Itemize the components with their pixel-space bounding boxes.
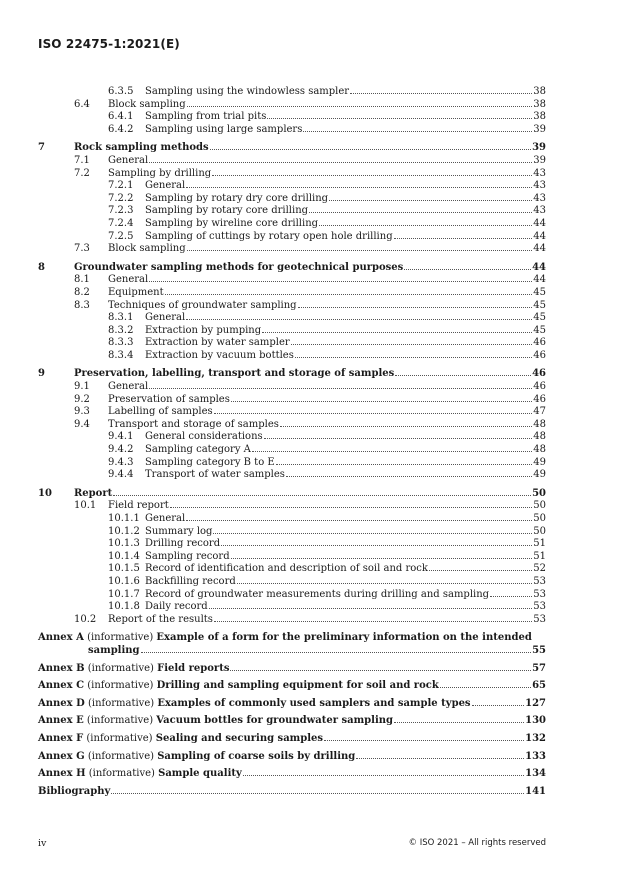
toc-entry-page: 53 <box>533 601 546 613</box>
annex-title: Sealing and securing samples <box>155 732 324 744</box>
annex-informative: (informative) <box>87 662 154 674</box>
toc-entry-page: 51 <box>533 538 546 550</box>
leader-dots <box>329 200 532 201</box>
toc-entry[interactable] <box>0 576 620 589</box>
toc-entry[interactable] <box>0 111 620 124</box>
toc-entry[interactable] <box>0 406 620 419</box>
toc-entry-page: 53 <box>533 588 546 600</box>
toc-entry-title: Sampling category B to E <box>145 456 275 468</box>
toc-entry-page: 50 <box>532 487 546 499</box>
toc-entry-page: 44 <box>532 261 546 273</box>
toc-entry[interactable] <box>0 526 620 539</box>
annex-title: Drilling and sampling equipment for soil and rock <box>156 680 439 692</box>
toc-entry-title: Field report <box>108 500 169 512</box>
toc-entry-number: 10.1.2 <box>108 525 140 537</box>
toc-entry[interactable] <box>0 243 620 256</box>
toc-entry[interactable] <box>0 99 620 112</box>
toc-entry-page: 48 <box>533 431 546 443</box>
toc-entry-title: Sampling record <box>145 550 230 562</box>
toc-entry-page: 50 <box>533 525 546 537</box>
leader-dots <box>298 307 533 308</box>
toc-entry-page: 50 <box>533 500 546 512</box>
toc-entry-title: Extraction by water sampler <box>145 337 290 349</box>
leader-dots <box>187 250 533 251</box>
toc-entry-page: 38 <box>533 98 546 110</box>
annex-title: Field reports <box>157 662 230 674</box>
bibliography-title: Bibliography <box>38 785 111 797</box>
page-number: iv <box>38 838 47 849</box>
toc-entry-number: 10.1.8 <box>108 601 140 613</box>
toc-entry[interactable] <box>0 337 620 350</box>
annex-label: Annex E <box>38 715 84 727</box>
toc-entry[interactable] <box>0 589 620 602</box>
annex-title-continued: sampling <box>88 644 140 656</box>
toc-entry-number: 9.4.2 <box>108 444 134 456</box>
annex-page: 127 <box>525 697 546 709</box>
leader-dots <box>262 332 532 333</box>
toc-entry-number: 8.3.2 <box>108 324 134 336</box>
toc-entry-title: Drilling record <box>145 538 221 550</box>
toc-entry-page: 46 <box>533 393 546 405</box>
toc-entry-title: Sampling by wireline core drilling <box>145 217 319 229</box>
annex-title: Vacuum bottles for groundwater sampling <box>156 715 394 727</box>
leader-dots <box>186 319 532 320</box>
leader-dots <box>276 464 533 465</box>
toc-entry-number: 8.3.4 <box>108 349 134 361</box>
annex-informative: (informative) <box>87 680 154 692</box>
toc-entry[interactable] <box>0 513 620 526</box>
leader-dots <box>350 93 532 94</box>
toc-entry-page: 46 <box>532 368 546 380</box>
annex-informative: (informative) <box>87 632 154 644</box>
leader-dots <box>440 687 531 688</box>
annex-entry[interactable] <box>38 733 546 746</box>
toc-entry[interactable] <box>0 205 620 218</box>
leader-dots <box>231 558 533 559</box>
toc-entry-page: 52 <box>533 563 546 575</box>
toc-entry-page: 38 <box>533 86 546 97</box>
leader-dots <box>303 131 532 132</box>
annex-label: Annex F <box>38 732 84 744</box>
toc-entry-page: 53 <box>533 575 546 587</box>
toc-entry-title: Labelling of samples <box>108 406 213 418</box>
toc-entry-page: 43 <box>533 192 546 204</box>
toc-entry[interactable] <box>0 394 620 407</box>
toc-entry-number: 10.1.7 <box>108 588 140 600</box>
toc-entry-page: 45 <box>533 312 546 324</box>
leader-dots <box>324 740 524 741</box>
toc-entry[interactable] <box>0 142 620 155</box>
toc-entry-page: 44 <box>533 217 546 229</box>
toc-entry-number: 9.4.4 <box>108 469 134 481</box>
leader-dots <box>111 793 524 794</box>
annex-list <box>0 632 620 798</box>
toc-entry-number: 7.2 <box>74 167 90 179</box>
toc-entry-title: Report of the results <box>108 613 213 625</box>
toc-entry[interactable] <box>0 124 620 137</box>
leader-dots <box>149 281 532 282</box>
annex-label: Annex A <box>38 632 84 644</box>
leader-dots <box>165 294 533 295</box>
leader-dots <box>214 621 532 622</box>
leader-dots <box>243 775 524 776</box>
leader-dots <box>319 225 532 226</box>
annex-informative: (informative) <box>87 750 155 762</box>
toc-entry-title: General <box>145 513 186 524</box>
toc-entry-number: 9.2 <box>74 393 90 405</box>
annex-page: 130 <box>525 715 546 727</box>
toc-entry-page: 38 <box>533 111 546 123</box>
annex-informative: (informative) <box>87 697 155 709</box>
annex-page: 133 <box>525 750 546 762</box>
toc-entry-number: 7.2.1 <box>108 180 134 192</box>
toc-entry-title: General <box>145 312 186 324</box>
toc-entry-title: Sampling using the windowless sampler <box>145 86 350 97</box>
toc-entry-page: 51 <box>533 550 546 562</box>
toc-entry-title: Sampling by drilling <box>108 167 212 179</box>
toc-entry-title: Report <box>74 487 113 499</box>
toc-entry[interactable] <box>0 193 620 206</box>
toc-entry-title: Transport of water samples <box>145 469 285 481</box>
annex-informative: (informative) <box>88 768 155 780</box>
leader-dots <box>286 476 532 477</box>
toc-entry[interactable] <box>0 218 620 231</box>
toc-entry-number: 6.3.5 <box>108 86 134 97</box>
toc-entry-title: General <box>108 274 149 286</box>
leader-dots <box>213 533 532 534</box>
toc-entry-page: 50 <box>533 513 546 524</box>
toc-entry[interactable] <box>0 86 620 99</box>
toc-entry[interactable] <box>0 325 620 338</box>
toc-entry[interactable] <box>0 274 620 287</box>
toc-entry-number: 6.4 <box>74 98 90 110</box>
toc-entry-number: 9.4.1 <box>108 431 134 443</box>
toc-entry[interactable] <box>0 287 620 300</box>
toc-entry-number: 8.1 <box>74 274 90 286</box>
leader-dots <box>187 106 533 107</box>
toc-entry-page: 45 <box>533 299 546 311</box>
toc-entry[interactable] <box>0 488 620 501</box>
toc-entry[interactable] <box>0 538 620 551</box>
toc-entry-number: 8 <box>38 261 45 273</box>
toc-entry-number: 7.3 <box>74 243 90 255</box>
leader-dots <box>394 722 524 723</box>
toc-entry[interactable] <box>0 469 620 482</box>
leader-dots <box>404 269 531 270</box>
leader-dots <box>170 507 533 508</box>
leader-dots <box>490 596 532 597</box>
leader-dots <box>394 238 533 239</box>
toc-entry-number: 10.1.5 <box>108 563 140 575</box>
toc-entry-page: 46 <box>533 381 546 393</box>
toc-entry-title: Rock sampling methods <box>74 142 209 154</box>
annex-title: Sampling of coarse soils by drilling <box>157 750 356 762</box>
toc-entry[interactable] <box>0 431 620 444</box>
bibliography-page: 141 <box>525 785 546 797</box>
toc-entry-page: 39 <box>532 142 546 154</box>
annex-entry[interactable] <box>38 680 546 693</box>
toc-entry[interactable] <box>0 262 620 275</box>
toc-entry[interactable] <box>0 381 620 394</box>
leader-dots <box>295 357 532 358</box>
toc-entry[interactable] <box>0 444 620 457</box>
toc-entry[interactable] <box>0 551 620 564</box>
document-header: ISO 22475-1:2021(E) <box>38 37 180 51</box>
toc-entry-number: 7.2.2 <box>108 192 134 204</box>
annex-page: 55 <box>532 644 546 656</box>
toc-entry-title: Summary log <box>145 525 213 537</box>
toc-entry-title: Preservation, labelling, transport and storage of samples <box>74 368 395 380</box>
annex-title: Examples of commonly used samplers and sample types <box>157 697 471 709</box>
annex-entry[interactable] <box>38 751 546 764</box>
annex-label: Annex D <box>38 697 85 709</box>
toc-entry-page: 46 <box>533 349 546 361</box>
annex-entry[interactable] <box>38 698 546 711</box>
annex-page: 134 <box>525 768 546 780</box>
toc-entry-title: Sampling by rotary dry core drilling <box>145 192 329 204</box>
leader-dots <box>209 608 533 609</box>
toc-entry-title: Preservation of samples <box>108 393 230 405</box>
toc-entry-number: 7.2.3 <box>108 205 134 217</box>
toc-entry-page: 39 <box>533 154 546 166</box>
toc-entry-title: Equipment <box>108 286 164 298</box>
toc-entry-title: General considerations <box>145 431 263 443</box>
toc-entry[interactable] <box>0 500 620 513</box>
toc-entry-number: 6.4.2 <box>108 123 134 135</box>
toc-entry-title: Sampling by rotary core drilling <box>145 205 309 217</box>
toc-entry-title: General <box>108 381 149 393</box>
leader-dots <box>230 670 531 671</box>
leader-dots <box>252 451 532 452</box>
toc-entry-number: 10.1 <box>74 500 97 512</box>
toc-entry-title: General <box>108 154 149 166</box>
copyright-notice: © ISO 2021 – All rights reserved <box>408 838 546 848</box>
toc-entry-number: 9.1 <box>74 381 90 393</box>
annex-label: Annex B <box>38 662 85 674</box>
annex-informative: (informative) <box>86 732 153 744</box>
toc-entry-title: Sampling of cuttings by rotary open hole drilling <box>145 230 393 242</box>
toc-entry-page: 47 <box>533 406 546 418</box>
leader-dots <box>309 212 532 213</box>
toc-entry-page: 46 <box>533 337 546 349</box>
annex-entry[interactable] <box>38 632 546 657</box>
toc-entry-title: Sampling category A <box>145 444 251 456</box>
leader-dots <box>186 187 532 188</box>
leader-dots <box>141 652 532 653</box>
toc-entry-page: 45 <box>533 324 546 336</box>
leader-dots <box>267 118 532 119</box>
toc-entry-page: 44 <box>533 274 546 286</box>
toc-entry-title: Block sampling <box>108 98 186 110</box>
toc-entry[interactable] <box>0 419 620 432</box>
toc-entry-title: Sampling using large samplers <box>145 123 303 135</box>
toc-entry[interactable] <box>0 614 620 627</box>
toc-entry[interactable] <box>0 231 620 244</box>
toc-entry-number: 10.1.6 <box>108 575 140 587</box>
toc-entry-number: 9 <box>38 368 45 380</box>
toc-entry[interactable] <box>0 457 620 470</box>
leader-dots <box>429 570 532 571</box>
toc-entry-title: Daily record <box>145 601 208 613</box>
leader-dots <box>210 149 531 150</box>
leader-dots <box>186 520 532 521</box>
leader-dots <box>237 583 533 584</box>
leader-dots <box>395 375 531 376</box>
toc-entry-title: Techniques of groundwater sampling <box>108 299 297 311</box>
toc-entry-title: Groundwater sampling methods for geotechnical purposes <box>74 261 404 273</box>
toc-entry-page: 43 <box>533 180 546 192</box>
toc-entry-page: 48 <box>533 418 546 430</box>
annex-entry[interactable] <box>38 663 546 676</box>
toc-entry-number: 7 <box>38 142 45 154</box>
toc-entry-number: 10.1.3 <box>108 538 140 550</box>
annex-entry[interactable] <box>38 768 546 781</box>
annex-informative: (informative) <box>86 715 154 727</box>
toc-entry[interactable] <box>0 168 620 181</box>
leader-dots <box>472 705 525 706</box>
leader-dots <box>280 426 532 427</box>
toc-entry-number: 7.2.5 <box>108 230 134 242</box>
toc-entry-number: 8.3.1 <box>108 312 134 324</box>
bibliography-entry[interactable] <box>38 786 546 799</box>
annex-label: Annex G <box>38 750 85 762</box>
leader-dots <box>149 388 532 389</box>
toc-entry-page: 39 <box>533 123 546 135</box>
toc-entry-title: Transport and storage of samples <box>108 418 279 430</box>
toc-entry-page: 44 <box>533 230 546 242</box>
leader-dots <box>212 175 532 176</box>
annex-title: Example of a form for the preliminary information on the intended <box>156 632 532 644</box>
annex-entry[interactable] <box>38 715 546 728</box>
annex-label: Annex H <box>38 768 86 780</box>
toc-entry-number: 9.4 <box>74 418 90 430</box>
toc-entry-number: 10.2 <box>74 613 97 625</box>
annex-label: Annex C <box>38 680 85 692</box>
toc-entry-page: 49 <box>533 456 546 468</box>
toc-entry[interactable] <box>0 155 620 168</box>
toc-entry-title: General <box>145 180 186 192</box>
leader-dots <box>214 413 533 414</box>
toc-entry-title: Block sampling <box>108 243 186 255</box>
toc-entry-title: Extraction by pumping <box>145 324 262 336</box>
toc-entry-number: 7.2.4 <box>108 217 134 229</box>
toc-entry-number: 9.4.3 <box>108 456 134 468</box>
toc-entry-page: 44 <box>533 243 546 255</box>
toc-entry-page: 43 <box>533 205 546 217</box>
toc-entry-page: 53 <box>533 613 546 625</box>
toc-entry-page: 48 <box>533 444 546 456</box>
toc-entry[interactable] <box>0 368 620 381</box>
toc-entry-number: 8.2 <box>74 286 90 298</box>
leader-dots <box>149 162 532 163</box>
toc-entry-number: 8.3.3 <box>108 337 134 349</box>
toc-entry[interactable] <box>0 300 620 313</box>
toc-entry-number: 7.1 <box>74 154 90 166</box>
leader-dots <box>291 344 533 345</box>
toc-entry-title: Extraction by vacuum bottles <box>145 349 294 361</box>
toc-entry-title: Record of groundwater measurements during drilling and sampling <box>145 588 490 600</box>
leader-dots <box>356 758 524 759</box>
leader-dots <box>231 401 532 402</box>
toc-entry[interactable] <box>0 312 620 325</box>
leader-dots <box>221 545 532 546</box>
toc-entry-page: 45 <box>533 286 546 298</box>
annex-page: 57 <box>532 662 546 674</box>
toc-entry-title: Sampling from trial pits <box>145 111 267 123</box>
toc-entry[interactable] <box>0 350 620 363</box>
toc-entry-number: 10 <box>38 487 52 499</box>
toc-entry-title: Record of identification and description of soil and rock <box>145 563 428 575</box>
toc-entry-number: 10.1.1 <box>108 513 140 524</box>
toc-entry-number: 10.1.4 <box>108 550 140 562</box>
toc-entry-number: 6.4.1 <box>108 111 134 123</box>
toc-entry-page: 43 <box>533 167 546 179</box>
toc-entry-page: 49 <box>533 469 546 481</box>
toc-entry[interactable] <box>0 180 620 193</box>
leader-dots <box>264 438 533 439</box>
leader-dots <box>113 495 531 496</box>
toc-entry-title: Backfilling record <box>145 575 236 587</box>
toc-entry[interactable] <box>0 601 620 614</box>
annex-page: 65 <box>532 680 546 692</box>
toc-entry-number: 8.3 <box>74 299 90 311</box>
page-footer <box>38 838 546 849</box>
toc-entry[interactable] <box>0 563 620 576</box>
toc-entry-number: 9.3 <box>74 406 90 418</box>
table-of-contents <box>0 86 620 798</box>
annex-title: Sample quality <box>158 768 242 780</box>
annex-page: 132 <box>525 732 546 744</box>
